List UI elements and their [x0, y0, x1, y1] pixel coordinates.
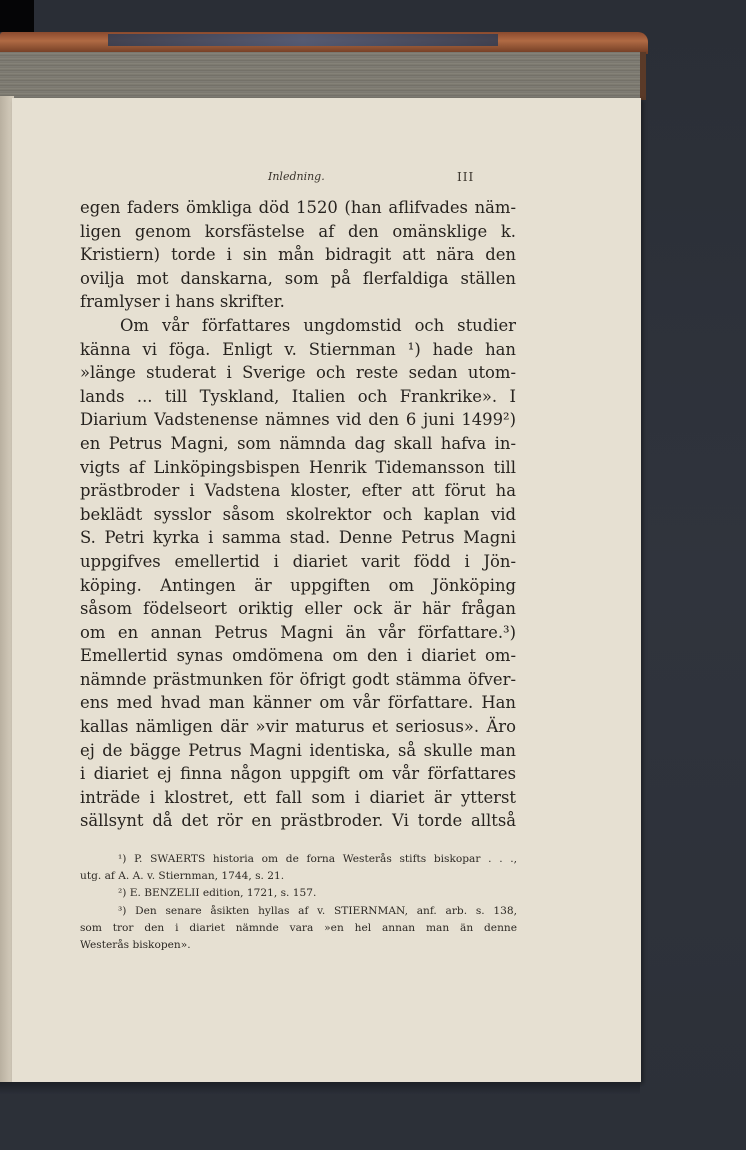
text-line: Emellertid synas omdömena om den i diariet om- [80, 646, 516, 666]
text-line: framlyser i hans skrifter. [80, 292, 285, 312]
page-stack-edge [0, 52, 646, 100]
footnote-line: Westerås biskopen». [80, 938, 191, 951]
scan-corner [0, 0, 34, 32]
text-line: beklädt sysslor såsom skolrektor och kaplan vid [80, 504, 516, 524]
text-line: inträde i klostret, ett fall som i diariet är ytterst [80, 787, 516, 807]
text-line: sällsynt då det rör en prästbroder. Vi torde alltså [80, 811, 516, 831]
text-line: ej de bägge Petrus Magni identiska, så skulle man [80, 740, 516, 760]
text-line: Diarium Vadstenense nämnes vid den 6 juni 1499²) [80, 410, 516, 430]
footnote-line: ¹) P. SWAERTS historia om de forna Westerås stifts biskopar . . ., [118, 853, 517, 865]
text-line: en Petrus Magni, som nämnda dag skall hafva in- [80, 433, 516, 453]
spine-label [108, 34, 498, 46]
text-line: Kristiern) torde i sin mån bidragit att nära den [80, 245, 516, 265]
footnote-line: ²) E. BENZELII edition, 1721, s. 157. [118, 887, 317, 900]
text-line: nämnde prästmunken för öfrigt godt stämma öfver- [80, 669, 516, 689]
text-line: kallas nämligen där »vir maturus et seriosus». Äro [80, 717, 516, 737]
text-line: köping. Antingen är uppgiften om Jönköping [80, 575, 516, 595]
text-line: prästbroder i Vadstena kloster, efter att förut ha [80, 481, 516, 501]
text-line: Om vår författares ungdomstid och studier [120, 315, 516, 335]
text-line: S. Petri kyrka i samma stad. Denne Petrus Magni [80, 528, 516, 548]
text-line: ligen genom korsfästelse af den omänsklige k. [80, 221, 516, 241]
text-line: såsom födelseort oriktig eller ock är här frågan [80, 599, 516, 619]
text-line: ens med hvad man känner om vår författare. Han [80, 693, 516, 713]
text-line: känna vi föga. Enligt v. Stiernman ¹) hade han [80, 339, 516, 359]
footnote-line: som tror den i diariet nämnde vara »en hel annan man än denne [80, 921, 517, 934]
text-line: ovilja mot danskarna, som på flerfaldiga ställen [80, 268, 516, 288]
footnote-line: ³) Den senare åsikten hyllas af v. STIERNMAN, anf. arb. s. 138, [118, 904, 517, 917]
text-line: i diariet ej finna någon uppgift om vår författares [80, 764, 516, 784]
footnotes [80, 851, 517, 954]
text-line: lands ... till Tyskland, Italien och Frankrike». I [80, 386, 516, 406]
text-line: vigts af Linköpingsbispen Henrik Tidemansson till [80, 457, 516, 477]
body-text [80, 196, 516, 833]
text-line: uppgifves emellertid i diariet varit född i Jön- [80, 551, 516, 571]
text-line: »länge studerat i Sverige och reste sedan utom- [80, 363, 516, 383]
page-number: III [457, 170, 475, 184]
running-head-title: Inledning. [268, 170, 325, 183]
page-shadow [0, 1082, 640, 1094]
footnote-line: utg. af A. A. v. Stiernman, 1744, s. 21. [80, 870, 285, 883]
text-line: egen faders ömkliga död 1520 (han aflifvades näm- [80, 198, 516, 217]
text-line: om en annan Petrus Magni än vår författare.³) [80, 622, 516, 642]
